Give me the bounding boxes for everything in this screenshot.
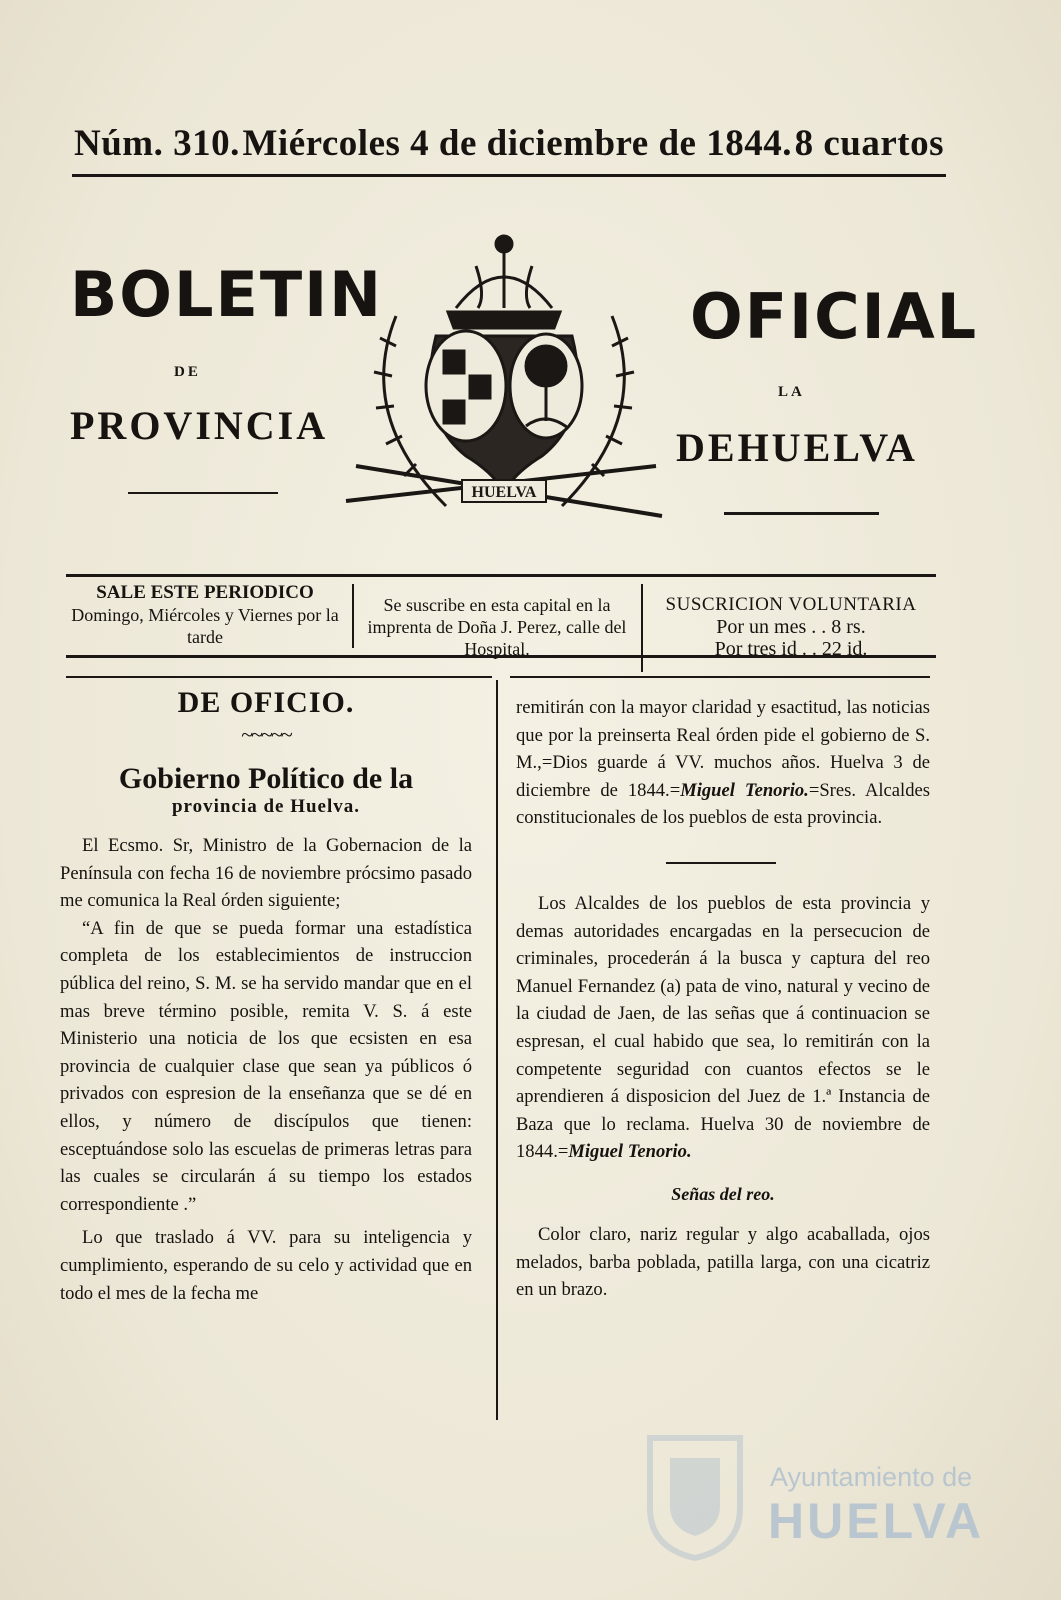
issue-price: 8 cuartos: [794, 123, 944, 164]
issue-number: Núm. 310.: [74, 123, 240, 164]
subscription-three-months: Por tres id . . 22 id.: [714, 638, 868, 660]
article-subtitle: provincia de Huelva.: [171, 796, 361, 817]
description-subheading: Señas del reo.: [671, 1183, 775, 1204]
article-title: Gobierno Político de la: [118, 762, 414, 795]
section-title: DE OFICIO.: [177, 686, 355, 719]
right-column-top-rule: [510, 676, 930, 678]
signature-1: Miguel Tenorio.: [680, 779, 809, 801]
ribbon-text: HUELVA: [471, 484, 537, 501]
publish-title: SALE ESTE PERIODICO: [96, 582, 314, 603]
ornament-divider: ~~~~~: [241, 722, 291, 747]
masthead-boletin: BOLETIN: [70, 258, 384, 331]
masthead-left-rule: [128, 492, 278, 494]
masthead-dehuelva: DEHUELVA: [676, 425, 918, 470]
watermark-shield-icon: [640, 1428, 750, 1563]
coat-of-arms-emblem: [336, 216, 672, 566]
issue-header: [74, 122, 944, 165]
left-paragraph-1: El Ecsmo. Sr, Ministro de la Gobernacion de la Península con fecha 16 de noviembre prócsimo pasado me comunica la Real órden siguiente;: [60, 835, 472, 912]
right-paragraph-1: remitirán con la mayor claridad y esactitud, las noticias que por la preinserta Real órden pide el gobierno de S. M.,=Dios guarde á VV. muchos años. Huelva 3 de diciembre de 1844.=: [516, 697, 930, 801]
left-column: [60, 686, 472, 1307]
subscription-info: [646, 594, 936, 660]
masthead-right-rule: [724, 512, 879, 515]
subscription-month: Por un mes . . 8 rs.: [716, 616, 866, 638]
right-paragraph-3: Color claro, nariz regular y algo acaballada, ojos melados, barba poblada, patilla larga, con una cicatriz en un brazo.: [516, 1223, 930, 1301]
article-separator: [666, 862, 776, 864]
subscription-title: SUSCRICION VOLUNTARIA: [665, 594, 917, 615]
right-article-3: [516, 1221, 930, 1304]
column-divider: [496, 680, 498, 1420]
right-article-2: [516, 890, 930, 1166]
masthead-la: LA: [778, 384, 805, 400]
masthead-de: DE: [174, 364, 201, 380]
left-paragraph-3: Lo que traslado á VV. para su inteligencia y cumplimiento, esperando de su celo y actividad que en todo el mes de la fecha me: [60, 1227, 472, 1304]
right-paragraph-2: Los Alcaldes de los pueblos de esta provincia y demas autoridades encargadas en la persecucion de criminales, procederán á la busca y captura del reo Manuel Fernandez (a) pata de vino, natural y vecino de la ciudad de Jaen, de las señas que á continuacion se espresan, el cual habido que sea, lo remitirán con la competente seguridad con cuantos efectos se le aprendieren á disposicion del Juez de 1.ª Instancia de Baza que lo reclama. Huelva 30 de noviembre de 1844.=: [516, 892, 930, 1163]
watermark-line-2: HUELVA: [768, 1493, 985, 1549]
infobar-divider-1: [352, 584, 354, 648]
issue-date: Miércoles 4 de diciembre de 1844.: [242, 123, 792, 164]
right-paragraph-1-end: =Sres. Alcaldes constitucionales de los pueblos de esta provincia.: [516, 779, 930, 829]
signature-2: Miguel Tenorio.: [568, 1141, 692, 1163]
infobar-divider-2: [641, 584, 643, 672]
masthead-oficial: OFICIAL: [690, 280, 979, 353]
watermark-line-1: Ayuntamiento de: [770, 1462, 973, 1492]
right-article-1: [516, 694, 930, 832]
infobar-top-rule: [66, 574, 936, 577]
masthead-provincia: PROVINCIA: [70, 403, 329, 448]
subscribe-info: Se suscribe en esta capital en la imprenta de Doña J. Perez, calle del Hospital.: [367, 595, 627, 659]
left-paragraph-2: “A fin de que se pueda formar una estadística completa de los establecimientos de instruccion pública del reino, S. M. se ha servido mandar que en el mas breve término posible, remita V. S. á este Ministerio una noticia de los que ecsisten en esa provincia de cualquier clase que sean ya públicos ó privados con espresion de la enseñanza que se dé en ellos, y número de discípulos que tienen: esceptuándose solo las escuelas de primeras letras para las cuales se circularán á su tiempo los estados correspondiente .”: [60, 917, 472, 1215]
left-article-body: [60, 832, 472, 1307]
header-rule: [72, 174, 946, 177]
left-column-top-rule: [66, 676, 492, 678]
publish-text: Domingo, Miércoles y Viernes por la tarde: [71, 605, 339, 647]
publish-info: [62, 582, 348, 648]
right-column: [516, 694, 930, 1304]
